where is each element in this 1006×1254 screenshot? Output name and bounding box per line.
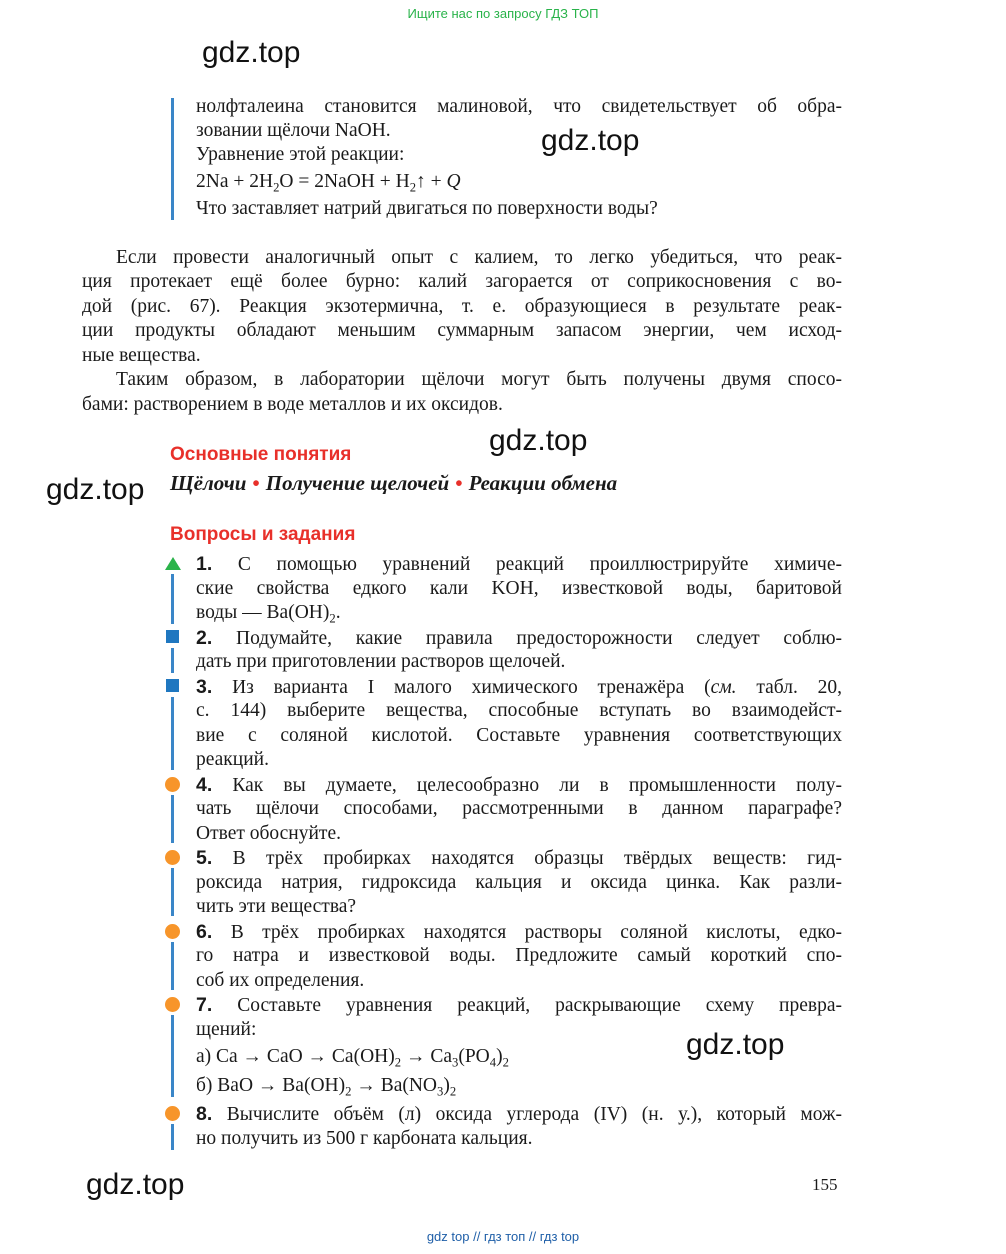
- question-bar: [171, 697, 174, 770]
- paragraph-line: Если провести аналогичный опыт с калием, то легко убедиться, что реак-: [116, 247, 842, 268]
- experiment-line: зовании щёлочи NaOH.: [196, 120, 391, 141]
- question-bar: [171, 1124, 174, 1150]
- paragraph-line: ции продукты обладают меньшим суммарным запасом энергии, чем исход-: [82, 320, 842, 341]
- experiment-line: Уравнение этой реакции:: [196, 144, 405, 165]
- question-8: 8. Вычислите объём (л) оксида углерода (IV) (н. у.), который мож-: [196, 1103, 843, 1125]
- separator-dot: •: [252, 471, 260, 495]
- question-bar: [171, 868, 174, 916]
- scheme-b: б) BaO → $Ba(OH)_2 \to Ba(NO_3)_2$: [196, 1075, 457, 1099]
- orange-circle-icon: [165, 1106, 180, 1121]
- question-line: дать при приготовлении растворов щелочей.: [196, 651, 566, 672]
- orange-circle-icon: [165, 924, 180, 939]
- question-line: ские свойства едкого кали KOH, известковой воды, баритовой: [196, 578, 842, 599]
- watermark: gdz.top: [46, 473, 145, 506]
- concept-item: Реакции обмена: [468, 471, 618, 495]
- question-line: щений:: [196, 1019, 257, 1040]
- paragraph-line: Таким образом, в лаборатории щёлочи могут быть получены двумя спосо-: [116, 369, 842, 390]
- question-bar: [171, 942, 174, 990]
- question-1: 1. С помощью уравнений реакций проиллюстрируйте химиче-: [196, 553, 843, 575]
- concepts-heading: Основные понятия: [170, 444, 352, 465]
- concept-item: Получение щелочей: [265, 471, 450, 495]
- paragraph-line: ция протекает ещё более бурно: калий загорается от соприкосновения с во-: [82, 271, 842, 292]
- blue-square-icon: [166, 679, 179, 692]
- concepts-list: [170, 471, 617, 496]
- experiment-question: Что заставляет натрий двигаться по поверхности воды?: [196, 198, 658, 219]
- question-bar: [171, 574, 174, 624]
- separator-dot: •: [455, 471, 463, 495]
- watermark: gdz.top: [489, 424, 588, 457]
- question-line: чать щёлочи способами, рассмотренными в данном параграфе?: [196, 798, 842, 819]
- question-line: чить эти вещества?: [196, 896, 357, 917]
- paragraph-line: бами: растворением в воде металлов и их оксидов.: [82, 394, 503, 415]
- watermark: gdz.top: [202, 36, 301, 69]
- question-line: го натра и известковой воды. Предложите самый короткий спо-: [196, 945, 842, 966]
- question-bar: [171, 648, 174, 673]
- question-line: воды — $Ba(OH)_2$.: [196, 602, 341, 626]
- paragraph-line: ные вещества.: [82, 345, 201, 366]
- question-4: 4. Как вы думаете, целесообразно ли в промышленности полу-: [196, 774, 843, 796]
- watermark: gdz.top: [86, 1168, 185, 1201]
- experiment-bar: [171, 98, 174, 220]
- reaction-equation: $2Na + 2H_2O$ = 2NaOH + $H_2↑ + Q$: [196, 171, 461, 195]
- concept-item: Щёлочи: [170, 471, 247, 495]
- question-line: но получить из 500 г карбоната кальция.: [196, 1128, 533, 1149]
- question-bar: [171, 795, 174, 843]
- watermark: gdz.top: [686, 1028, 785, 1061]
- question-line: вие с соляной кислотой. Составьте уравнения соответствующих: [196, 725, 842, 746]
- question-line: роксида натрия, гидроксида кальция и оксида цинка. Как разли-: [196, 872, 842, 893]
- question-line: реакций.: [196, 749, 269, 770]
- orange-circle-icon: [165, 777, 180, 792]
- green-triangle-icon: [165, 557, 181, 570]
- question-6: 6. В трёх пробирках находятся растворы соляной кислоты, едко-: [196, 921, 843, 943]
- questions-heading: Вопросы и задания: [170, 524, 356, 545]
- question-line: с. 144) выберите вещества, способные вступать во взаимодейст-: [196, 700, 842, 721]
- experiment-line: нолфталеина становится малиновой, что свидетельствует об обра-: [196, 96, 842, 117]
- question-line: Ответ обоснуйте.: [196, 823, 341, 844]
- question-bar: [171, 1015, 174, 1097]
- scheme-a: а) Ca → CaO → $Ca(OH)_2 \to Ca_3(PO_4)_2$: [196, 1046, 509, 1070]
- footer-links[interactable]: gdz top // гдз топ // гдз top: [426, 1229, 580, 1244]
- watermark: gdz.top: [541, 124, 640, 157]
- question-3: 3. Из варианта I малого химического тренажёра (см. табл. 20,: [196, 676, 842, 698]
- orange-circle-icon: [165, 997, 180, 1012]
- question-2: 2. Подумайте, какие правила предосторожности следует соблю-: [196, 627, 843, 649]
- blue-square-icon: [166, 630, 179, 643]
- question-7: 7. Составьте уравнения реакций, раскрывающие схему превра-: [196, 994, 842, 1016]
- orange-circle-icon: [165, 850, 180, 865]
- paragraph-line: дой (рис. 67). Реакция экзотермична, т. е. образующиеся в результате реак-: [82, 296, 842, 317]
- question-5: 5. В трёх пробирках находятся образцы твёрдых веществ: гид-: [196, 847, 842, 869]
- top-banner[interactable]: Ищите нас по запросу ГДЗ ТОП: [407, 6, 599, 21]
- page-number: 155: [812, 1175, 838, 1194]
- question-line: соб их определения.: [196, 970, 365, 991]
